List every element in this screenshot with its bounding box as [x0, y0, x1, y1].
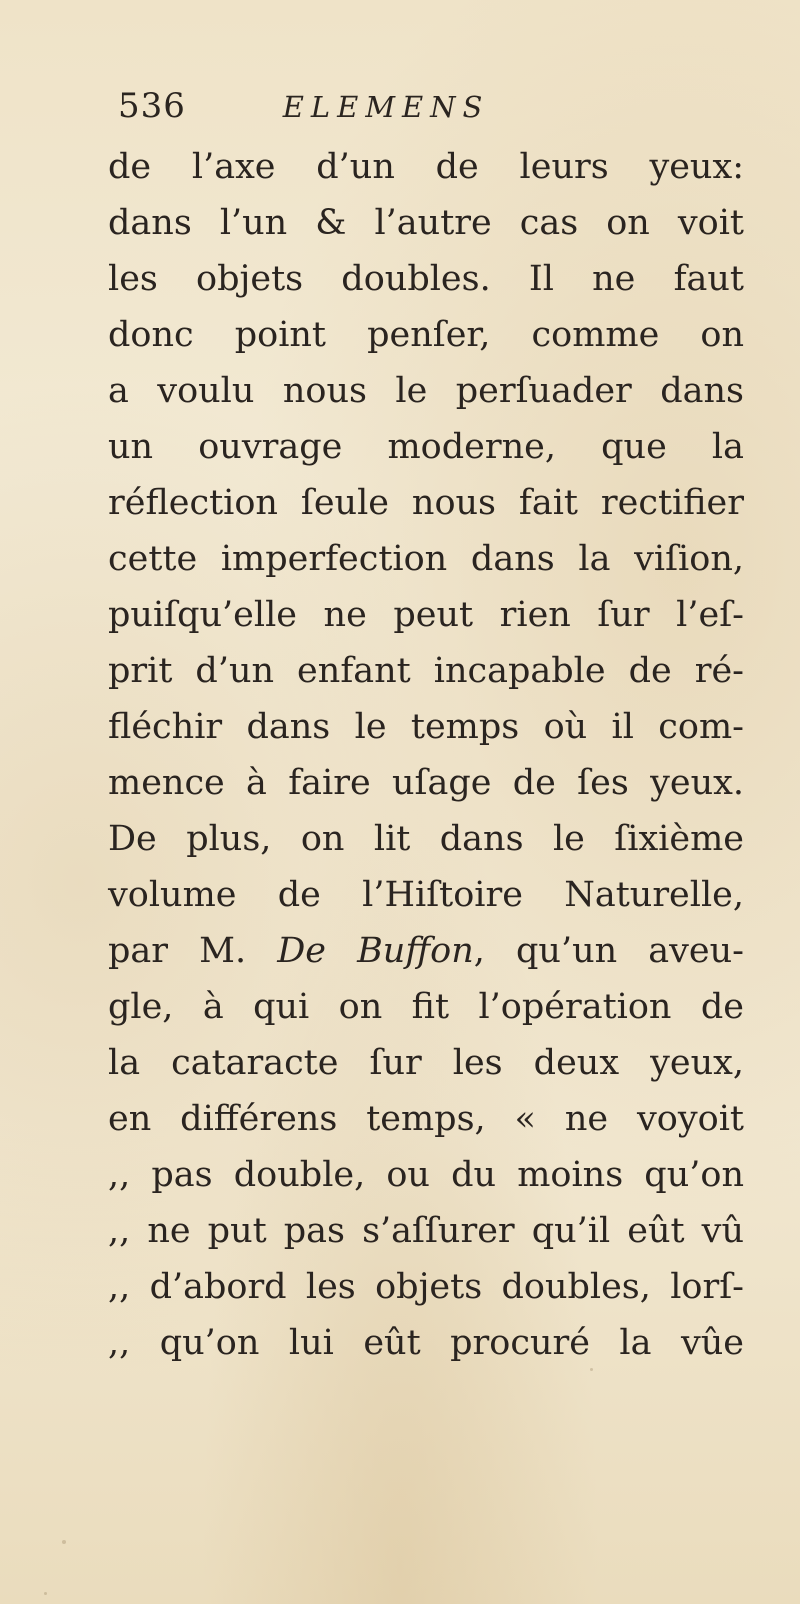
- text-line: a voulu nous le perſuader dans: [108, 371, 744, 411]
- text-line: ,, d’abord les objets doubles, lorſ-: [108, 1267, 744, 1307]
- text-line: donc point penſer, comme on: [108, 315, 744, 355]
- text-line: puiſqu’elle ne peut rien ſur l’eſ-: [108, 595, 744, 635]
- author-name-italic: De Buffon: [277, 931, 474, 971]
- text-line: dans l’un & l’autre cas on voit: [108, 203, 744, 243]
- body-text: [108, 139, 744, 1371]
- text-line: ,, ne put pas s’aſſurer qu’il eût vû: [108, 1211, 744, 1251]
- text-line: réflection ſeule nous fait rectifier: [108, 483, 744, 523]
- line-text-after: , qu’un aveu-: [473, 931, 744, 971]
- text-line: prit d’un enfant incapable de ré-: [108, 651, 744, 691]
- text-line-with-italic-name: [108, 923, 744, 979]
- line-text-before: par M.: [108, 931, 278, 971]
- text-line: gle, à qui on fit l’opération de: [108, 987, 744, 1027]
- text-line: la cataracte ſur les deux yeux,: [108, 1043, 744, 1083]
- paper-speck: [44, 1592, 47, 1595]
- text-line: de l’axe d’un de leurs yeux:: [108, 147, 744, 187]
- text-line: un ouvrage moderne, que la: [108, 427, 744, 467]
- text-line: De plus, on lit dans le ſixième: [108, 819, 744, 859]
- text-line: fléchir dans le temps où il com-: [108, 707, 744, 747]
- running-title: ELEMENS: [282, 90, 490, 124]
- text-line: ,, qu’on lui eût procuré la vûe: [108, 1323, 744, 1363]
- text-line: mence à faire uſage de ſes yeux.: [108, 763, 744, 803]
- page-number: 536: [118, 86, 186, 126]
- text-line: en différens temps, « ne voyoit: [108, 1099, 744, 1139]
- text-line: volume de l’Hiſtoire Naturelle,: [108, 875, 744, 915]
- text-line: cette imperfection dans la viſion,: [108, 539, 744, 579]
- paper-speck: [590, 1368, 593, 1371]
- text-line: les objets doubles. Il ne faut: [108, 259, 744, 299]
- paper-speck: [62, 1540, 66, 1544]
- page-header: [118, 86, 489, 132]
- text-line: ,, pas double, ou du moins qu’on: [108, 1155, 744, 1195]
